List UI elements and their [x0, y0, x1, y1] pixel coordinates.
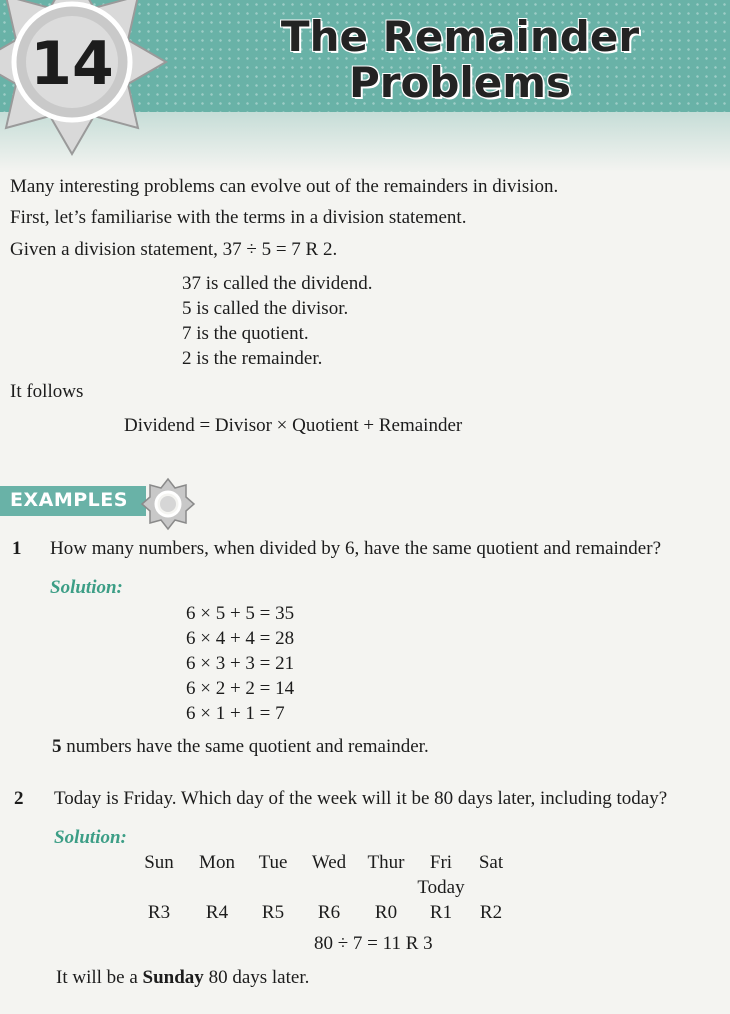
term-dividend: 37 is called the dividend.: [182, 273, 373, 294]
intro-line-1: Many interesting problems can evolve out of the remainders in division.: [10, 176, 559, 197]
today-label: Today: [417, 877, 465, 898]
example-1-answer: [52, 735, 429, 759]
example-2-question: Today is Friday. Which day of the week will it be 80 days later, including today?: [54, 788, 668, 809]
example-1-solution-label: Solution:: [50, 577, 123, 598]
title-line-2: Problems: [348, 58, 572, 107]
answer-suffix: 80 days later.: [203, 967, 310, 988]
example-2-solution-label: Solution:: [54, 827, 127, 848]
remainder-mon: R4: [205, 902, 229, 923]
example-1-answer-count: 5: [52, 736, 62, 757]
example-1-step: 6 × 3 + 3 = 21: [186, 653, 295, 674]
remainder-thur: R0: [374, 902, 398, 923]
term-divisor: 5 is called the divisor.: [182, 298, 349, 319]
remainder-wed: R6: [317, 902, 341, 923]
example-1-step: 6 × 4 + 4 = 28: [186, 628, 295, 649]
term-quotient: 7 is the quotient.: [182, 323, 309, 344]
day-mon: Mon: [199, 852, 235, 873]
example-1-number: 1: [12, 538, 22, 559]
answer-prefix: It will be a: [56, 967, 143, 988]
example-2-number: 2: [14, 788, 24, 809]
example-1-step: 6 × 1 + 1 = 7: [186, 703, 285, 724]
example-1-step: 6 × 2 + 2 = 14: [186, 678, 295, 699]
title-line-1: The Remainder: [280, 12, 640, 61]
term-remainder: 2 is the remainder.: [182, 348, 323, 369]
example-1-step: 6 × 5 + 5 = 35: [186, 603, 295, 624]
remainder-sun: R3: [147, 902, 171, 923]
example-1-answer-text: numbers have the same quotient and remainder.: [61, 736, 429, 757]
day-sun: Sun: [144, 852, 174, 873]
day-thur: Thur: [367, 852, 405, 873]
day-sat: Sat: [478, 852, 504, 873]
it-follows: It follows: [10, 381, 84, 402]
remainder-fri: R1: [429, 902, 453, 923]
examples-label: EXAMPLES: [10, 489, 128, 511]
example-2-answer: [56, 966, 309, 990]
page-title: [200, 14, 720, 106]
answer-day: Sunday: [142, 967, 204, 988]
chapter-star-badge: [0, 0, 172, 162]
division-statement: 80 ÷ 7 = 11 R 3: [314, 933, 433, 954]
day-tue: Tue: [258, 852, 288, 873]
intro-line-3: Given a division statement, 37 ÷ 5 = 7 R 2.: [10, 239, 338, 260]
day-fri: Fri: [429, 852, 453, 873]
gear-icon: [140, 476, 196, 532]
formula: Dividend = Divisor × Quotient + Remainder: [124, 415, 463, 436]
day-wed: Wed: [311, 852, 347, 873]
intro-line-2: First, let’s familiarise with the terms in a division statement.: [10, 207, 467, 228]
remainder-sat: R2: [479, 902, 503, 923]
remainder-tue: R5: [261, 902, 285, 923]
example-1-question: How many numbers, when divided by 6, have the same quotient and remainder?: [50, 538, 661, 559]
chapter-number: 14: [30, 29, 114, 99]
